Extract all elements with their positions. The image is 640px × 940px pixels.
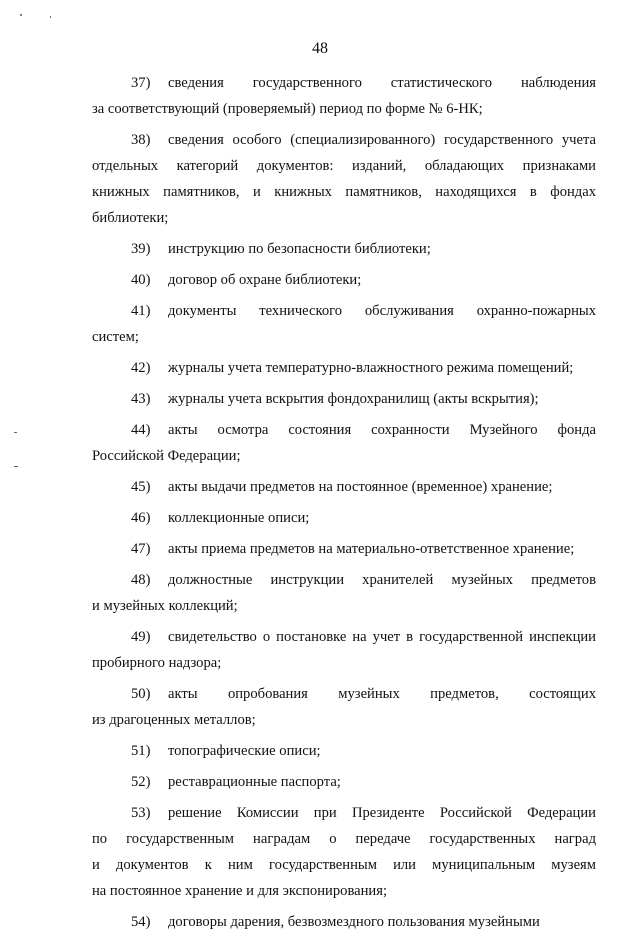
item-first-line [92, 70, 596, 96]
item-first-line [92, 236, 596, 262]
item-number: 53) [131, 805, 151, 821]
item-line: из драгоценных металлов; [92, 712, 256, 728]
item-first-line [92, 909, 596, 935]
item-text: акты опробования музейных предметов, состоящих [168, 686, 596, 702]
item-number: 49) [131, 629, 151, 645]
list-item [92, 417, 596, 469]
item-number: 43) [131, 391, 151, 407]
list-item [92, 355, 596, 381]
list-item [92, 505, 596, 531]
item-number: 40) [131, 272, 151, 288]
list-item [92, 681, 596, 733]
scan-speck [20, 14, 22, 16]
item-line: книжных памятников, и книжных памятников, находящихся в фондах [92, 184, 596, 200]
item-first-line [92, 267, 596, 293]
list-item [92, 267, 596, 293]
item-line: систем; [92, 329, 139, 345]
list-item [92, 536, 596, 562]
item-number: 47) [131, 541, 151, 557]
item-number: 48) [131, 572, 151, 588]
item-first-line [92, 386, 596, 412]
page-number: 48 [312, 40, 328, 57]
item-first-line [92, 800, 596, 826]
item-text: коллекционные описи; [168, 510, 310, 526]
item-first-line [92, 474, 596, 500]
item-number: 41) [131, 303, 151, 319]
item-line: за соответствующий (проверяемый) период по форме № 6-НК; [92, 101, 483, 117]
numbered-list [92, 70, 596, 940]
item-text: решение Комиссии при Президенте Российской Федерации [168, 805, 596, 821]
item-number: 50) [131, 686, 151, 702]
list-item [92, 298, 596, 350]
item-number: 52) [131, 774, 151, 790]
item-text: инструкцию по безопасности библиотеки; [168, 241, 431, 257]
item-number: 45) [131, 479, 151, 495]
item-number: 42) [131, 360, 151, 376]
list-item [92, 70, 596, 122]
list-item [92, 769, 596, 795]
list-item [92, 738, 596, 764]
scan-speck [14, 466, 18, 467]
list-item [92, 567, 596, 619]
list-item [92, 236, 596, 262]
item-text: акты выдачи предметов на постоянное (временное) хранение; [168, 479, 553, 495]
item-line: и документов к ним государственным или муниципальным музеям [92, 857, 596, 873]
item-number: 44) [131, 422, 151, 438]
item-first-line [92, 127, 596, 153]
item-line: на постоянное хранение и для экспонирования; [92, 883, 388, 899]
item-line: пробирного надзора; [92, 655, 222, 671]
list-item [92, 127, 596, 231]
item-line: Российской Федерации; [92, 448, 241, 464]
item-text: топографические описи; [168, 743, 321, 759]
item-number: 54) [131, 914, 151, 930]
item-number: 39) [131, 241, 151, 257]
scan-speck [14, 432, 17, 433]
item-text: сведения особого (специализированного) государственного учета [168, 132, 596, 148]
scan-speck [50, 16, 51, 18]
item-text: договоры дарения, безвозмездного пользования музейными [168, 914, 540, 930]
item-number: 51) [131, 743, 151, 759]
list-item [92, 800, 596, 904]
list-item [92, 909, 596, 935]
item-text: договор об охране библиотеки; [168, 272, 362, 288]
item-text: журналы учета температурно-влажностного режима помещений; [168, 360, 574, 376]
item-text: сведения государственного статистического наблюдения [168, 75, 596, 91]
item-line: по государственным наградам о передаче государственных наград [92, 831, 596, 847]
item-first-line [92, 681, 596, 707]
item-line: отдельных категорий документов: изданий, обладающих признаками [92, 158, 596, 174]
list-item [92, 474, 596, 500]
item-number: 46) [131, 510, 151, 526]
item-first-line [92, 505, 596, 531]
item-first-line [92, 298, 596, 324]
item-text: акты осмотра состояния сохранности Музейного фонда [168, 422, 596, 438]
item-text: реставрационные паспорта; [168, 774, 341, 790]
item-number: 37) [131, 75, 151, 91]
item-first-line [92, 624, 596, 650]
item-first-line [92, 355, 596, 381]
list-item [92, 386, 596, 412]
item-line: библиотеки; [92, 210, 169, 226]
item-first-line [92, 769, 596, 795]
item-line: и музейных коллекций; [92, 598, 238, 614]
list-item [92, 624, 596, 676]
item-first-line [92, 567, 596, 593]
item-text: акты приема предметов на материально-ответственное хранение; [168, 541, 575, 557]
item-first-line [92, 417, 596, 443]
item-text: журналы учета вскрытия фондохранилищ (акты вскрытия); [168, 391, 539, 407]
item-text: документы технического обслуживания охранно-пожарных [168, 303, 596, 319]
item-first-line [92, 536, 596, 562]
item-text: свидетельство о постановке на учет в государственной инспекции [168, 629, 596, 645]
item-first-line [92, 738, 596, 764]
item-text: должностные инструкции хранителей музейных предметов [168, 572, 596, 588]
item-number: 38) [131, 132, 151, 148]
